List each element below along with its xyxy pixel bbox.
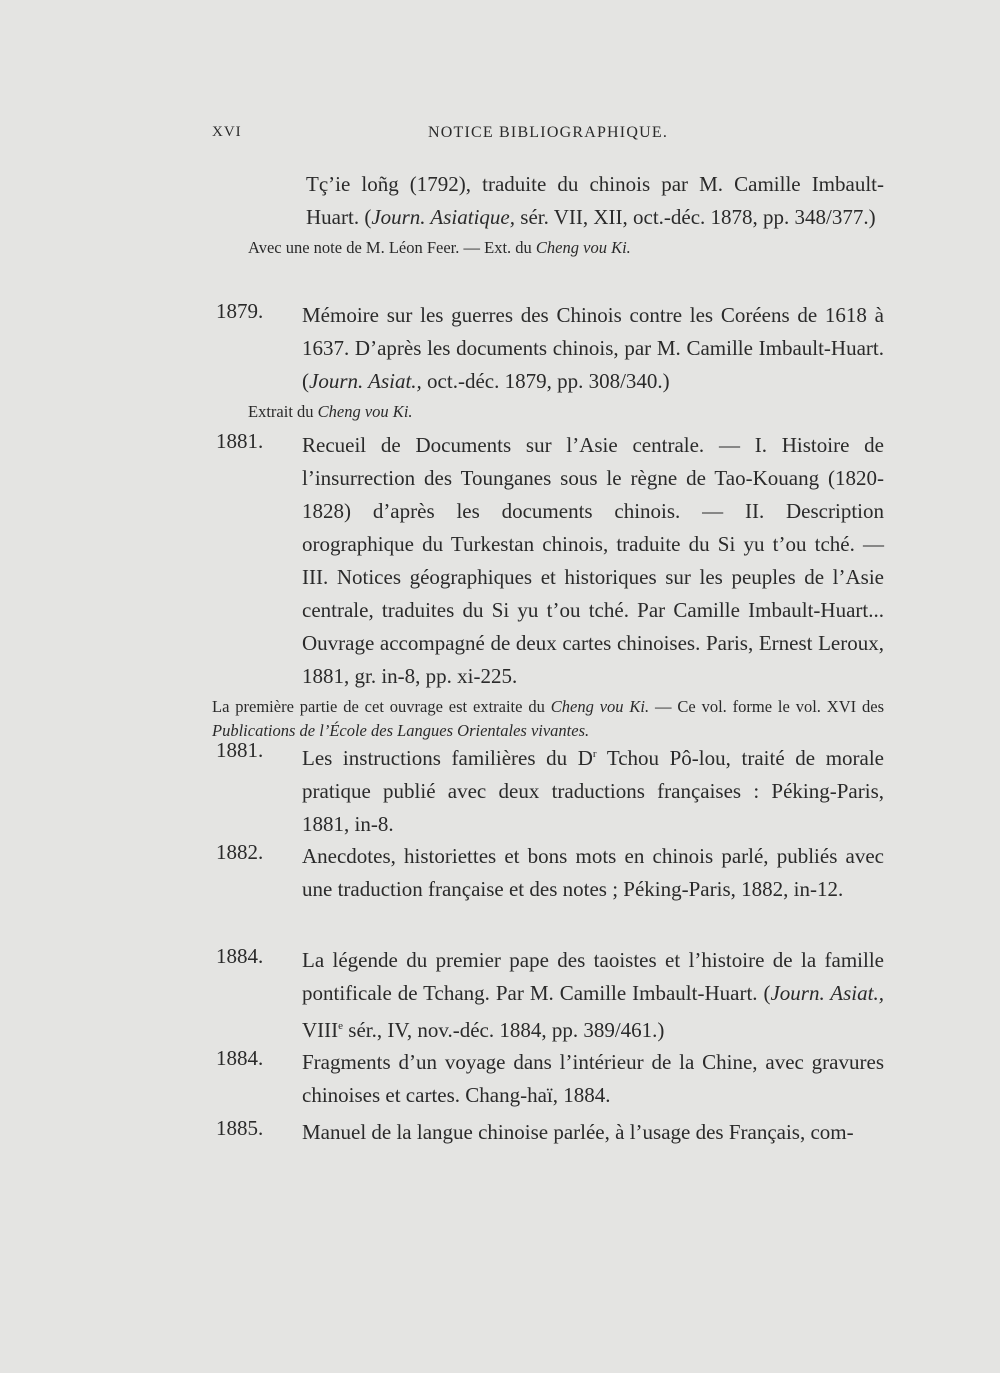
- bibliography-entry: [212, 299, 884, 424]
- text-run: La légende du premier pape des taoistes et l’histoire de la famille pontificale de Tchang. Par M. Camille Imbault-Huart. (: [302, 948, 884, 1005]
- running-head: NOTICE BIBLIOGRAPHIQUE.: [427, 124, 669, 141]
- text-run: Les instructions familières du D: [302, 746, 593, 770]
- entry-year: 1882.: [216, 840, 264, 864]
- text-run: Tç’ie loñg (1792), traduite du chinois par M. Camille Imbault-Huart. (: [306, 172, 884, 229]
- entry-text: [302, 429, 884, 693]
- italic-text: Journ. Asiat.,: [770, 981, 884, 1005]
- entry-note: [212, 695, 884, 743]
- bibliography-entry: [212, 944, 884, 1047]
- entry-text: [302, 738, 884, 841]
- italic-text: Journ. Asiat.,: [309, 369, 422, 393]
- entry-text: [302, 1046, 884, 1112]
- entry-text: [302, 840, 884, 906]
- entry-note: [248, 236, 884, 260]
- text-run: Avec une note de M. Léon Feer. — Ext. du: [248, 238, 536, 257]
- page-number: XVI: [212, 124, 242, 140]
- bibliography-entry: [212, 168, 884, 260]
- text-run: La première partie de cet ouvrage est extraite du: [212, 697, 551, 716]
- entry-year: 1884.: [216, 1046, 264, 1070]
- text-run: Tchou Pô-lou, traité de morale pratique publié avec deux traductions françaises : Péking-Paris, 1881, in-8.: [302, 746, 884, 836]
- text-run: Anecdotes, historiettes et bons mots en chinois parlé, publiés avec une traduction française et des notes ; Péking-Paris, 1882, in-12.: [302, 844, 884, 901]
- bibliography-entry: [212, 738, 884, 841]
- italic-text: Cheng vou Ki.: [317, 402, 413, 421]
- text-run: oct.-déc. 1879, pp. 308/340.): [421, 369, 670, 393]
- entry-year: 1879.: [216, 299, 264, 323]
- italic-text: Publications de l’École des Langues Orientales vivantes.: [212, 721, 590, 740]
- italic-text: Journ. Asiatique,: [371, 205, 516, 229]
- text-run: sér., IV, nov.-déc. 1884, pp. 389/461.): [343, 1018, 665, 1042]
- entry-text: [302, 1116, 884, 1149]
- entry-year: 1881.: [216, 429, 264, 453]
- entry-year: 1884.: [216, 944, 264, 968]
- bibliography-entry: [212, 840, 884, 906]
- entry-year: 1881.: [216, 738, 264, 762]
- text-run: Fragments d’un voyage dans l’intérieur de la Chine, avec gravures chinoises et cartes. Chang-haï, 1884.: [302, 1050, 884, 1107]
- entry-text: [302, 944, 884, 1047]
- bibliography-entry: [212, 1116, 884, 1149]
- entry-text: [302, 299, 884, 398]
- text-run: Recueil de Documents sur l’Asie centrale. — I. Histoire de l’insurrection des Tounganes sous le règne de Tao-Kouang (1820-1828) d’après les documents chinois. — II. Description orographique du Turkestan chinois, traduite du Si yu t’ou tché. — III. Notices géographiques et historiques sur les peuples de l’Asie centrale, traduites du Si yu t’ou tché. Par Camille Imbault-Huart... Ouvrage accompagné de deux cartes chinoises. Paris, Ernest Leroux, 1881, gr. in-8, pp. xi-225.: [302, 433, 884, 688]
- text-run: Manuel de la langue chinoise parlée, à l’usage des Français, com-: [302, 1120, 854, 1144]
- entry-note: [248, 400, 884, 424]
- text-run: sér. VII, XII, oct.-déc. 1878, pp. 348/377.): [515, 205, 876, 229]
- superscript: r: [592, 748, 597, 760]
- italic-text: Cheng vou Ki.: [535, 238, 631, 257]
- text-run: Extrait du: [248, 402, 318, 421]
- text-run: — Ce vol. forme le vol. XVI des: [649, 697, 884, 716]
- bibliography-entry: [212, 1046, 884, 1112]
- entry-text: [306, 168, 884, 234]
- page-header: [212, 124, 884, 148]
- italic-text: Cheng vou Ki.: [550, 697, 650, 716]
- text-run: Mémoire sur les guerres des Chinois contre les Coréens de 1618 à 1637. D’après les documents chinois, par M. Camille Imbault-Huart. (: [302, 303, 884, 393]
- entry-year: 1885.: [216, 1116, 264, 1140]
- text-run: VIII: [302, 1018, 339, 1042]
- bibliography-entry: [212, 429, 884, 743]
- superscript: e: [338, 1020, 344, 1032]
